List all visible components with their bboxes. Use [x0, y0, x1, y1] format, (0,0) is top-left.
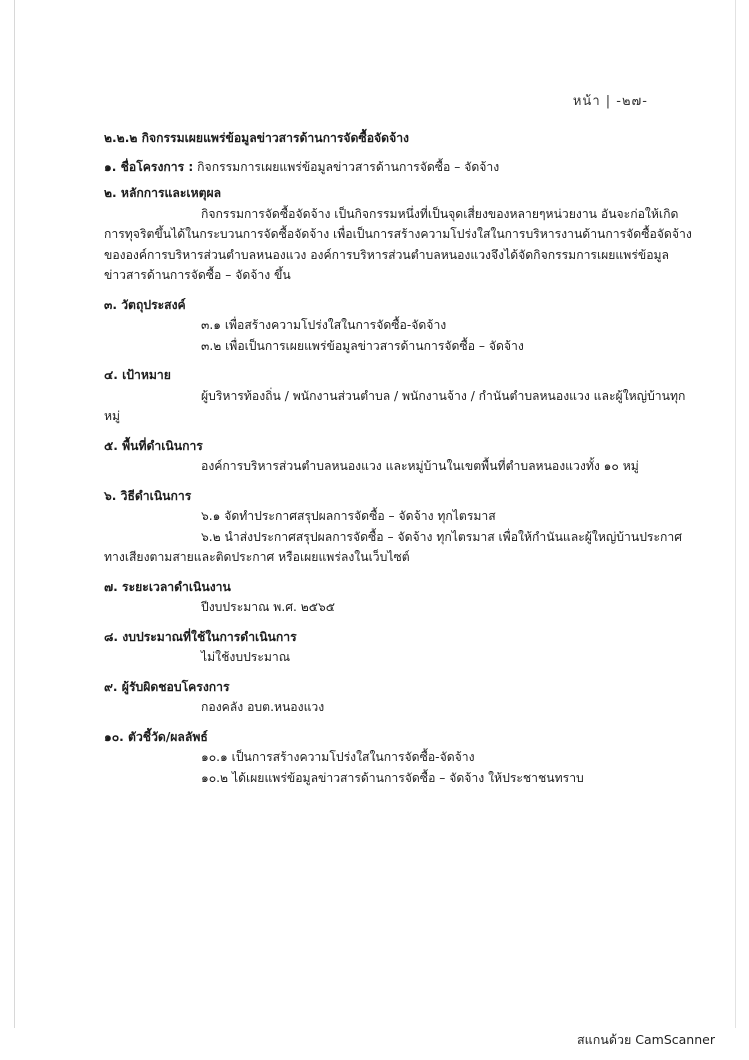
period-text: ปีงบประมาณ พ.ศ. ๒๕๖๕: [201, 600, 335, 614]
section-heading-principle: ๒. หลักการและเหตุผล: [104, 186, 222, 200]
indicator-item: ๑๐.๑ เป็นการสร้างความโปร่งใสในการจัดซื้อ-จัดจ้าง: [201, 750, 475, 764]
objective-item: ๓.๑ เพื่อสร้างความโปร่งใสในการจัดซื้อ-จัดจ้าง: [201, 318, 447, 332]
principle-line-1: กิจกรรมการจัดซื้อจัดจ้าง เป็นกิจกรรมหนึ่งที่เป็นจุดเสี่ยงของหลายๆหน่วยงาน อันจะก่อให้เกิด: [201, 206, 679, 221]
document-body: [104, 128, 692, 788]
section-heading-responsible: ๙. ผู้รับผิดชอบโครงการ: [104, 679, 230, 694]
scanner-watermark: สแกนด้วย CamScanner: [577, 1032, 715, 1047]
section-heading-method: ๖. วิธีดำเนินการ: [104, 488, 192, 503]
document-page: [14, 0, 736, 1028]
responsible-text: กองคลัง อบต.หนองแวง: [201, 700, 325, 714]
method-item-1: ๖.๑ จัดทำประกาศสรุปผลการจัดซื้อ – จัดจ้าง ทุกไตรมาส: [201, 509, 496, 523]
section-heading-indicators: ๑๐. ตัวชี้วัด/ผลลัพธ์: [104, 729, 208, 744]
principle-line-4: ข่าวสารด้านการจัดซื้อ – จัดจ้าง ขึ้น: [104, 268, 291, 282]
section-heading-objectives: ๓. วัตถุประสงค์: [104, 297, 186, 312]
section-heading-budget: ๘. งบประมาณที่ใช้ในการดำเนินการ: [104, 629, 297, 644]
page-number: หน้า | -๒๗-: [572, 94, 648, 109]
method-item-2-line-1: ๖.๒ นำส่งประกาศสรุปผลการจัดซื้อ – จัดจ้าง ทุกไตรมาส เพื่อให้กำนันและผู้ใหญ่บ้านประกาศ: [201, 529, 682, 544]
section-heading-target: ๔. เป้าหมาย: [104, 368, 171, 382]
target-line-2: หมู่: [104, 409, 121, 423]
project-label: ๑. ชื่อโครงการ :: [104, 159, 194, 174]
method-item-2-line-2: ทางเสียงตามสายและติดประกาศ หรือเผยแพร่ลงในเว็บไซต์: [104, 550, 410, 564]
indicator-item: ๑๐.๒ ได้เผยแพร่ข้อมูลข่าวสารด้านการจัดซื้อ – จัดจ้าง ให้ประชาชนทราบ: [201, 770, 584, 785]
principle-line-2: การทุจริตขึ้นได้ในกระบวนการจัดซื้อจัดจ้าง เพื่อเป็นการสร้างความโปร่งใสในการบริหารงานด้านการจัดซื้อจัดจ้าง: [104, 227, 692, 241]
section-heading-period: ๗. ระยะเวลาดำเนินงาน: [104, 579, 231, 594]
objective-item: ๓.๒ เพื่อเป็นการเผยแพร่ข้อมูลข่าวสารด้านการจัดซื้อ – จัดจ้าง: [201, 338, 524, 353]
area-text: องค์การบริหารส่วนตำบลหนองแวง และหมู่บ้านในเขตพื้นที่ตำบลหนองแวงทั้ง ๑๐ หมู่: [201, 459, 639, 473]
budget-text: ไม่ใช้งบประมาณ: [201, 650, 291, 664]
activity-title: ๒.๒.๒ กิจกรรมเผยแพร่ข้อมูลข่าวสารด้านการจัดซื้อจัดจ้าง: [104, 131, 410, 145]
project-value: กิจกรรมการเผยแพร่ข้อมูลข่าวสารด้านการจัดซื้อ – จัดจ้าง: [197, 159, 500, 174]
target-line-1: ผู้บริหารท้องถิ่น / พนักงานส่วนตำบล / พนักงานจ้าง / กำนันตำบลหนองแวง และผู้ใหญ่บ้านทุก: [201, 388, 686, 403]
project-name: [104, 157, 662, 178]
section-heading-area: ๕. พื้นที่ดำเนินการ: [104, 438, 203, 453]
principle-line-3: ขององค์การบริหารส่วนตำบลหนองแวง องค์การบริหารส่วนตำบลหนองแวงจึงได้จัดกิจกรรมการเผยแพร่ข้อมูล: [104, 247, 670, 262]
